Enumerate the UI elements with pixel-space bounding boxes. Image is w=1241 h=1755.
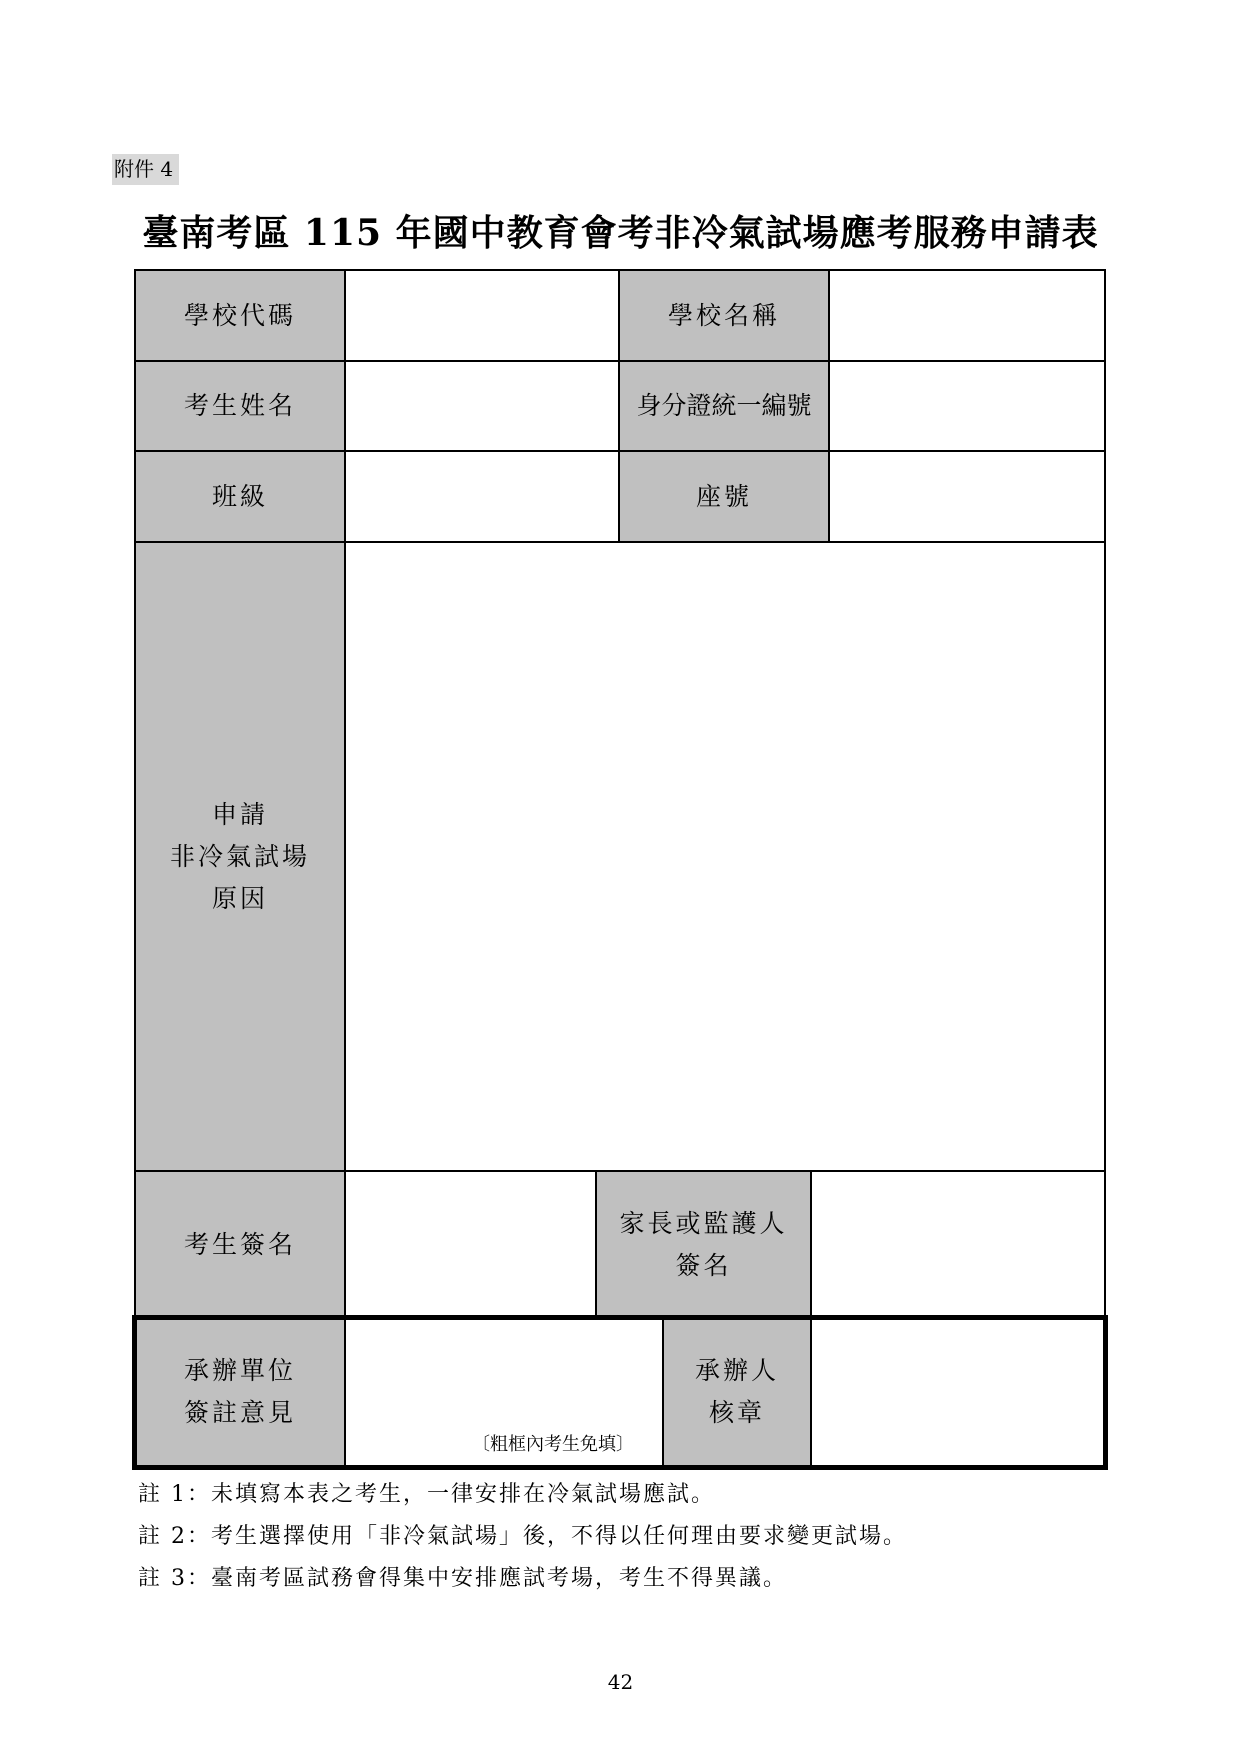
class-label: 班級 — [135, 451, 345, 542]
student-signature-label: 考生簽名 — [135, 1171, 345, 1318]
reason-field[interactable] — [345, 542, 1104, 1171]
school-code-label: 學校代碼 — [135, 270, 345, 361]
guardian-signature-label: 家長或監護人 簽名 — [596, 1171, 811, 1318]
class-field[interactable] — [345, 451, 619, 542]
note-item: 註 1：未填寫本表之考生，一律安排在冷氣試場應試。 — [138, 1482, 715, 1507]
reason-label: 申請 非冷氣試場 原因 — [135, 542, 345, 1171]
guardian-signature-field[interactable] — [811, 1171, 1104, 1318]
school-code-field[interactable] — [345, 270, 619, 361]
seat-field[interactable] — [829, 451, 1104, 542]
student-signature-field[interactable] — [345, 1171, 596, 1318]
school-name-field[interactable] — [829, 270, 1104, 361]
student-name-label: 考生姓名 — [135, 361, 345, 451]
note-item: 註 3：臺南考區試務會得集中安排應試考場，考生不得異議。 — [138, 1566, 787, 1591]
office-opinion-label: 承辦單位 簽註意見 — [135, 1318, 345, 1466]
form-title: 臺南考區 115 年國中教育會考非冷氣試場應考服務申請表 — [142, 212, 1099, 254]
handler-stamp-label: 承辦人 核章 — [663, 1318, 811, 1466]
student-name-field[interactable] — [345, 361, 619, 451]
id-number-label: 身分證統一編號 — [619, 361, 829, 451]
seat-label: 座號 — [619, 451, 829, 542]
note-item: 註 2：考生選擇使用「非冷氣試場」後，不得以任何理由要求變更試場。 — [138, 1524, 907, 1549]
exempt-note: 〔粗框內考生免填〕 — [472, 1434, 634, 1455]
id-number-field[interactable] — [829, 361, 1104, 451]
attachment-label: 附件 4 — [112, 154, 179, 185]
notes-list — [138, 1474, 907, 1600]
school-name-label: 學校名稱 — [619, 270, 829, 361]
page-number: 42 — [607, 1670, 634, 1694]
